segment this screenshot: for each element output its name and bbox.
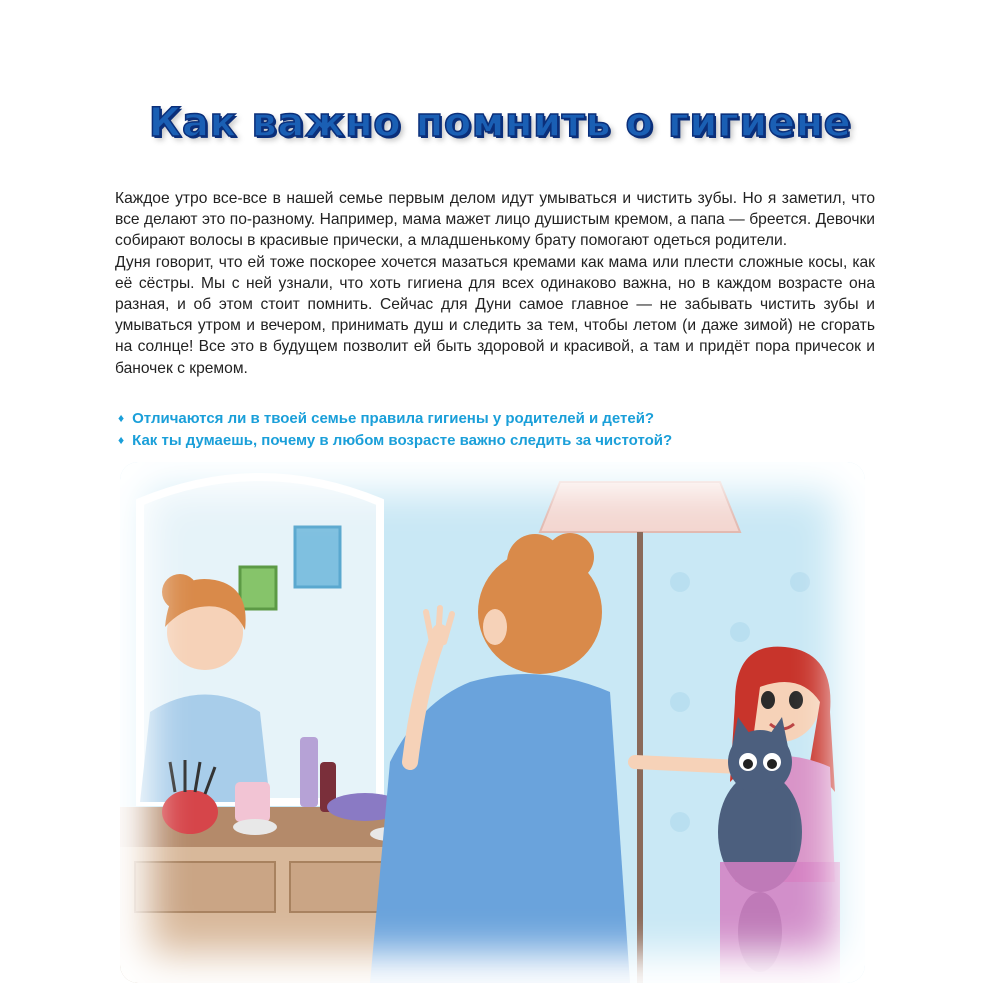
page-title: Как важно помнить о гигиене — [148, 100, 852, 146]
paragraph-1: Каждое утро все-все в нашей семье первым делом идут умываться и чистить зубы. Но я заметил, что все делают это по-разному. Например, мама мажет лицо душистым кремом, а папа — бреется. Девочки собирают волосы в красивые прически, а младшенькому брату помогают одеться родители. — [115, 190, 875, 250]
question-list — [118, 408, 878, 451]
question-text: Как ты думаешь, почему в любом возрасте важно следить за чистотой? — [132, 431, 673, 449]
question-item — [118, 430, 878, 452]
question-item — [118, 408, 878, 430]
diamond-bullet-icon: ♦ — [118, 411, 125, 425]
body-text — [115, 188, 875, 379]
diamond-bullet-icon: ♦ — [118, 432, 125, 447]
mother-at-mirror-illustration — [120, 462, 865, 983]
paragraph-2: Дуня говорит, что ей тоже поскорее хочется мазаться кремами как мама или плести сложные косы, как её сёстры. Мы с ней узнали, что хоть гигиена для всех одинаково важна, но в каждом возрасте она разная, и об этом стоит помнить. Сейчас для Дуни самое главное — не забывать чистить зубы и умываться утром и вечером, принимать душ и следить за тем, чтобы летом (и даже зимой) не сгорать на солнце! Все это в будущем позволит ей быть здоровой и красивой, а там и придёт пора причесок и баночек с кремом. — [115, 253, 875, 377]
question-text: Отличаются ли в твоей семье правила гигиены у родителей и детей? — [132, 410, 655, 427]
